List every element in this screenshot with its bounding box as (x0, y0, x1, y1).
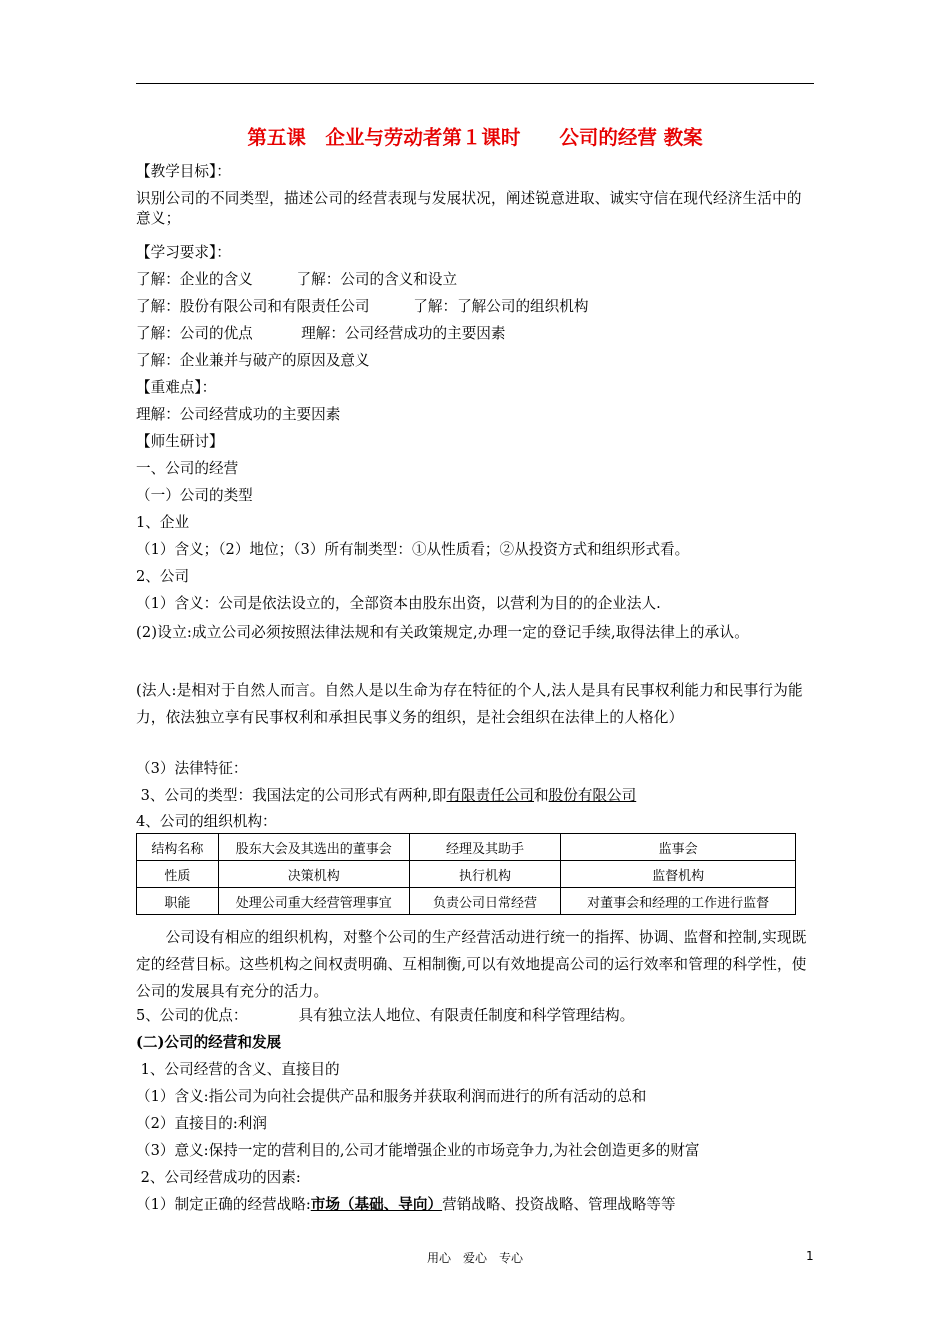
document-title: 第五课 企业与劳动者第１课时 公司的经营 教案 (247, 126, 703, 149)
section-heading-discussion: 【师生研讨】 (136, 433, 224, 450)
requirement-line: 了解：公司的优点 理解：公司经营成功的主要因素 (136, 325, 506, 342)
body-line: （2）直接目的:利润 (136, 1115, 267, 1132)
table-cell: 监督机构 (561, 861, 796, 888)
underlined-term: 股份有限公司 (548, 787, 637, 804)
company-types-line (136, 786, 816, 806)
page-number: 1 (806, 1249, 814, 1263)
paragraph-establishment: (2)设立:成立公司必须按照法律法规和有关政策规定,办理一定的登记手续,取得法律上的承认。 (136, 624, 750, 641)
body-line: （1）含义:指公司为向社会提供产品和服务并获取利润而进行的所有活动的总和 (136, 1088, 647, 1105)
body-line: （1）含义：公司是依法设立的，全部资本由股东出资，以营利为目的的企业法人. (136, 595, 661, 612)
page-footer: 用心 爱心 专心 (426, 1251, 523, 1265)
section-heading-key-points: 【重难点】： (136, 379, 217, 396)
text-span: （1）制定正确的经营战略: (136, 1196, 311, 1213)
table-cell: 决策机构 (218, 861, 409, 888)
body-line: 1、公司经营的含义、直接目的 (136, 1061, 340, 1078)
underlined-term: 市场（基础、导向） (310, 1196, 443, 1213)
table-row (137, 861, 796, 888)
table-cell: 执行机构 (409, 861, 561, 888)
body-line: 2、公司 (136, 568, 190, 585)
underlined-term: 有限责任公司 (446, 787, 535, 804)
body-line: 5、公司的优点： 具有独立法人地位、有限责任制度和科学管理结构。 (136, 1007, 635, 1024)
table-cell: 监事会 (561, 834, 796, 861)
section-heading-objectives: 【教学目标】： (136, 163, 231, 180)
table-cell: 性质 (137, 861, 219, 888)
body-line: （1）含义；（2）地位；（3）所有制类型：①从性质看；②从投资方式和组织形式看。 (136, 541, 690, 558)
heading-line: 一、公司的经营 (136, 460, 239, 477)
table-cell: 负责公司日常经营 (409, 888, 561, 915)
paragraph-objectives: 识别公司的不同类型，描述公司的经营表现与发展状况，阐述锐意进取、诚实守信在现代经济生活中的意义； (136, 190, 802, 227)
header-rule (136, 83, 814, 84)
table-cell: 处理公司重大经营管理事宜 (218, 888, 409, 915)
requirement-line: 了解：企业兼并与破产的原因及意义 (136, 352, 370, 369)
requirement-line: 了解：股份有限公司和有限责任公司 了解：了解公司的组织机构 (136, 298, 589, 315)
strategy-line (136, 1195, 816, 1215)
paragraph-organization: 公司设有相应的组织机构，对整个公司的生产经营活动进行统一的指挥、协调、监督和控制,实现既定的经营目标。这些机构之间权责明确、互相制衡,可以有效地提高公司的运行效率和管理的科学性，使公司的发展具有充分的活力。 (136, 929, 807, 1000)
body-line: 1、企业 (136, 514, 190, 531)
table-cell: 结构名称 (137, 834, 219, 861)
body-line: 2、公司经营成功的因素: (136, 1169, 301, 1186)
heading-line: （一）公司的类型 (136, 487, 253, 504)
key-point-line: 理解：公司经营成功的主要因素 (136, 406, 341, 423)
text-span: 营销战略、投资战略、管理战略等等 (442, 1196, 676, 1213)
body-line: （3）法律特征： (136, 760, 248, 777)
heading-line-bold: (二)公司的经营和发展 (136, 1034, 282, 1051)
table-cell: 职能 (137, 888, 219, 915)
paragraph-legal-person: (法人:是相对于自然人而言。自然人是以生命为存在特征的个人,法人是具有民事权利能力和民事行为能力，依法独立享有民事权利和承担民事义务的组织，是社会组织在法律上的人格化） (136, 682, 803, 726)
table-row (137, 834, 796, 861)
requirement-line: 了解：企业的含义 了解：公司的含义和设立 (136, 271, 458, 288)
table-cell: 股东大会及其选出的董事会 (218, 834, 409, 861)
body-line: 4、公司的组织机构： (136, 813, 277, 830)
body-line: （3）意义:保持一定的营利目的,公司才能增强企业的市场竞争力,为社会创造更多的财富 (136, 1142, 700, 1159)
organization-structure-table (136, 833, 796, 915)
text-span: 和 (534, 787, 549, 804)
table-cell: 经理及其助手 (409, 834, 561, 861)
section-heading-requirements: 【学习要求】： (136, 244, 231, 261)
table-cell: 对董事会和经理的工作进行监督 (561, 888, 796, 915)
text-span: 3、公司的类型：我国法定的公司形式有两种,即 (136, 787, 447, 804)
table-row (137, 888, 796, 915)
